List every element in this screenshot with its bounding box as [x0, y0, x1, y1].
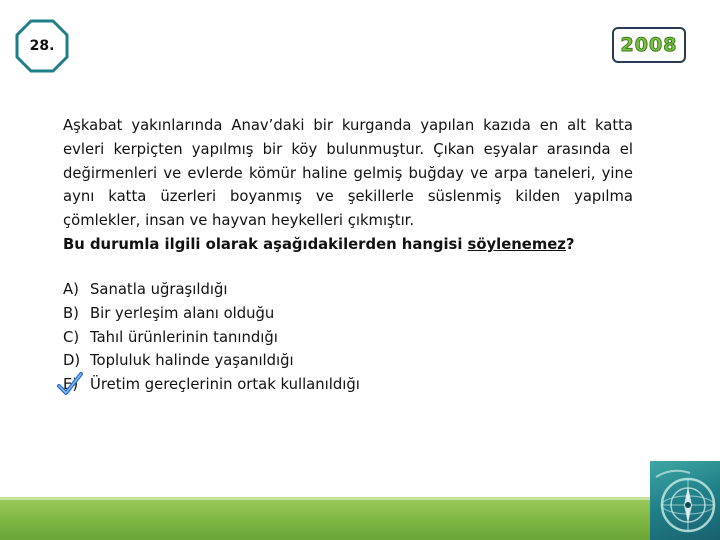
option-b[interactable] — [63, 302, 360, 326]
option-letter: B) — [63, 304, 79, 322]
option-text: Topluluk halinde yaşanıldığı — [90, 352, 294, 370]
compass-globe-icon — [650, 461, 720, 540]
option-text: Tahıl ürünlerinin tanındığı — [90, 328, 278, 346]
option-letter: A) — [63, 281, 79, 298]
question-body — [63, 114, 633, 257]
question-prompt — [63, 233, 633, 257]
question-passage: Aşkabat yakınlarında Anav’daki bir kurganda yapılan kazıda en alt katta evleri kerpiçten yapılmış bir köy bulunmuştur. Çıkan eşyalar arasında el değirmenleri ve evlerde kömür haline gelmiş buğday ve arpa taneleri, yine aynı katta üzerleri boyanmış ve şekillerle süslenmiş kilden yapılma çömlekler, insan ve hayvan heykelleri çıkmıştır. — [63, 117, 633, 230]
option-a[interactable] — [63, 278, 360, 302]
prompt-end: ? — [565, 235, 575, 253]
answer-options — [63, 278, 360, 397]
option-d[interactable] — [63, 349, 360, 373]
option-letter: D) — [63, 352, 81, 370]
logo-emblem — [650, 461, 720, 540]
option-letter: E) — [63, 376, 79, 394]
year-badge — [612, 27, 686, 63]
question-number-badge — [14, 18, 70, 74]
checkmark-icon — [56, 370, 84, 398]
option-letter: C) — [63, 328, 80, 346]
option-text: Üretim gereçlerinin ortak kullanıldığı — [90, 376, 360, 394]
prompt-text: Bu durumla ilgili olarak aşağıdakilerden hangisi — [63, 235, 468, 253]
option-e[interactable] — [63, 373, 360, 397]
correct-answer-mark — [56, 370, 84, 398]
option-text: Sanatla uğraşıldığı — [90, 281, 228, 298]
year-label: 2008 — [620, 34, 678, 56]
question-number: 28. — [29, 38, 55, 54]
option-c[interactable] — [63, 326, 360, 350]
option-text: Bir yerleşim alanı olduğu — [90, 304, 275, 322]
footer-bar — [0, 497, 650, 540]
prompt-emphasis: söylenemez — [467, 235, 566, 253]
